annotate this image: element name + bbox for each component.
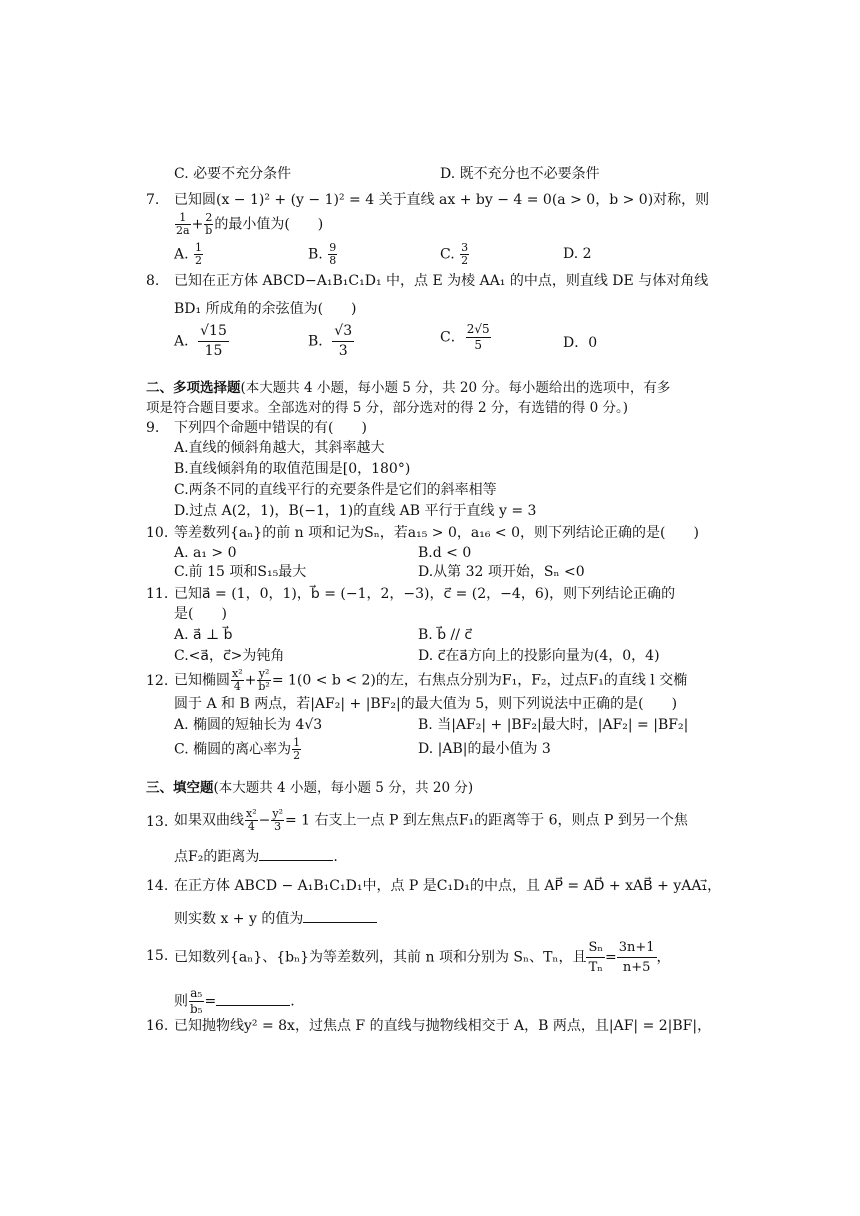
q7-option-c: C. $\frac{3}{2}$ <box>440 241 469 267</box>
q8-line1: 已知在正方体 ABCD−A₁B₁C₁D₁ 中，点 E 为棱 AA₁ 的中点，则直线 DE 与体对角线 <box>174 273 709 289</box>
q7-number: 7. <box>146 192 160 208</box>
q8-number: 8. <box>146 273 160 289</box>
q12-line2: 圆于 A 和 B 两点，若|AF₂| + |BF₂|的最大值为 5，则下列说法中正确的是( ) <box>174 696 678 712</box>
q13-line1: 如果双曲线 $\frac{\text{x²}}{4}$ − $\frac{\text{y²}}{3}$ = 1 右支上一点 P 到左焦点F₁的距离等于 6，则点 P 到另一个焦 <box>174 807 688 833</box>
q10-number: 10. <box>146 525 169 541</box>
q9-option-d: D.过点 A(2，1)，B(−1，1)的直线 AB 平行于直线 y = 3 <box>174 503 537 519</box>
q14-number: 14. <box>146 878 169 894</box>
q10-option-c: C.前 15 项和S₁₅最大 <box>174 564 307 580</box>
q11-option-b: B. b⃗ // c⃗ <box>418 627 473 643</box>
section2-desc1: (本大题共 4 小题，每小题 5 分，共 20 分。每小题给出的选项中，有多 <box>240 380 671 396</box>
q9-option-a: A.直线的倾斜角越大，其斜率越大 <box>174 440 385 456</box>
q10-option-d: D.从第 32 项开始，Sₙ <0 <box>418 564 585 580</box>
q14-line1: 在正方体 ABCD − A₁B₁C₁D₁中，点 P 是C₁D₁的中点，且 AP⃗ = AD⃗ + xAB⃗ + yAA₁⃗， <box>174 878 722 894</box>
q9-stem: 下列四个命题中错误的有( ) <box>174 420 367 436</box>
section2-header <box>146 378 670 398</box>
q6-option-d: D. 既不充分也不必要条件 <box>440 166 600 182</box>
section2-title: 二、多项选择题 <box>146 380 241 396</box>
q12-option-d: D. |AB|的最小值为 3 <box>418 741 551 757</box>
q12-line1: 已知椭圆 $\frac{\text{x²}}{4}$ + $\frac{\text{y²}}{\text{b²}}$ = 1(0 < b < 2)的左，右焦点分别为F₁，F₂，过点F₁的直线 l 交椭 <box>174 667 688 693</box>
q14-answer-blank[interactable] <box>303 908 377 923</box>
q11-line1: 已知a⃗ = (1，0，1)，b⃗ = (−1，2，−3)，c⃗ = (2，−4，6)，则下列结论正确的 <box>174 586 676 602</box>
q13-answer-blank[interactable] <box>259 846 333 861</box>
q8-option-a: A． $\frac{√15}{15}$ <box>174 323 227 359</box>
q16-line1: 已知抛物线y² = 8x，过焦点 F 的直线与抛物线相交于 A，B 两点，且|AF| = 2|BF|， <box>174 1018 712 1034</box>
q15-number: 15. <box>146 948 169 964</box>
q7-option-a: A. $\frac{1}{2}$ <box>174 241 203 267</box>
q7-frac2: $\frac{2}{b}$ <box>205 211 213 237</box>
q7-option-b: B. $\frac{9}{8}$ <box>308 241 337 267</box>
q7-frac1: $\frac{1}{2a}$ <box>176 211 190 237</box>
q12-option-a: A. 椭圆的短轴长为 4√3 <box>174 717 323 733</box>
q16-number: 16. <box>146 1018 169 1034</box>
q14-line2: 则实数 x + y 的值为 <box>174 908 377 929</box>
q11-number: 11. <box>146 586 169 602</box>
q7-option-d: D. 2 <box>563 246 592 262</box>
q12-number: 12. <box>146 673 169 689</box>
q15-line2: 则 $\frac{\text{a₅}}{\text{b₅}}$ = . <box>174 986 295 1016</box>
q11-line2: 是( ) <box>174 606 227 622</box>
q6-option-c: C. 必要不充分条件 <box>174 166 292 182</box>
section3-header <box>146 778 473 798</box>
q8-option-d: D．0 <box>563 335 598 351</box>
q10-stem: 等差数列{aₙ}的前 n 项和记为Sₙ，若a₁₅ > 0，a₁₆ < 0，则下列结论正确的是( ) <box>174 525 699 541</box>
q10-option-b: B.d < 0 <box>418 545 472 561</box>
section3-title: 三、填空题 <box>146 780 214 796</box>
q7-line1: 已知圆(x − 1)² + (y − 1)² = 4 关于直线 ax + by − 4 = 0(a > 0，b > 0)对称，则 <box>174 192 710 208</box>
q15-line1: 已知数列{aₙ}、{bₙ}为等差数列，其前 n 项和分别为 Sₙ、Tₙ，且 $\frac{\text{Sₙ}}{\text{Tₙ}}$ = $\frac{3n+1}{n+5}$ ， <box>174 940 671 975</box>
q9-option-c: C.两条不同的直线平行的充要条件是它们的斜率相等 <box>174 482 497 498</box>
q12-option-b: B. 当|AF₂| + |BF₂|最大时，|AF₂| = |BF₂| <box>418 717 689 733</box>
q9-number: 9. <box>146 420 160 436</box>
q12-option-c: C. 椭圆的离心率为 $\frac{1}{2}$ <box>174 736 301 762</box>
q15-answer-blank[interactable] <box>216 991 290 1006</box>
q11-option-c: C.<a⃗，c⃗>为钝角 <box>174 648 285 664</box>
q9-option-b: B.直线倾斜角的取值范围是[0，180°) <box>174 461 411 477</box>
q13-line2: 点F₂的距离为 . <box>174 846 338 867</box>
q8-line2: BD₁ 所成角的余弦值为( ) <box>174 301 357 317</box>
q11-option-a: A. a⃗ ⊥ b⃗ <box>174 627 233 643</box>
q8-option-c: C． $\frac{2√5}{5}$ <box>440 322 490 352</box>
q11-option-d: D. c⃗在a⃗方向上的投影向量为(4，0，4) <box>418 648 660 664</box>
section3-desc: (本大题共 4 小题，每小题 5 分，共 20 分) <box>213 780 474 796</box>
q10-option-a: A. a₁ > 0 <box>174 545 237 561</box>
q8-option-b: B． $\frac{√3}{3}$ <box>308 323 353 359</box>
q7-line2: $\frac{1}{2a}$ + $\frac{2}{b}$ 的最小值为( ) <box>176 211 324 237</box>
section2-desc2: 项是符合题目要求。全部选对的得 5 分，部分选对的得 2 分，有选错的得 0 分。) <box>146 400 629 416</box>
q13-number: 13. <box>146 814 169 830</box>
